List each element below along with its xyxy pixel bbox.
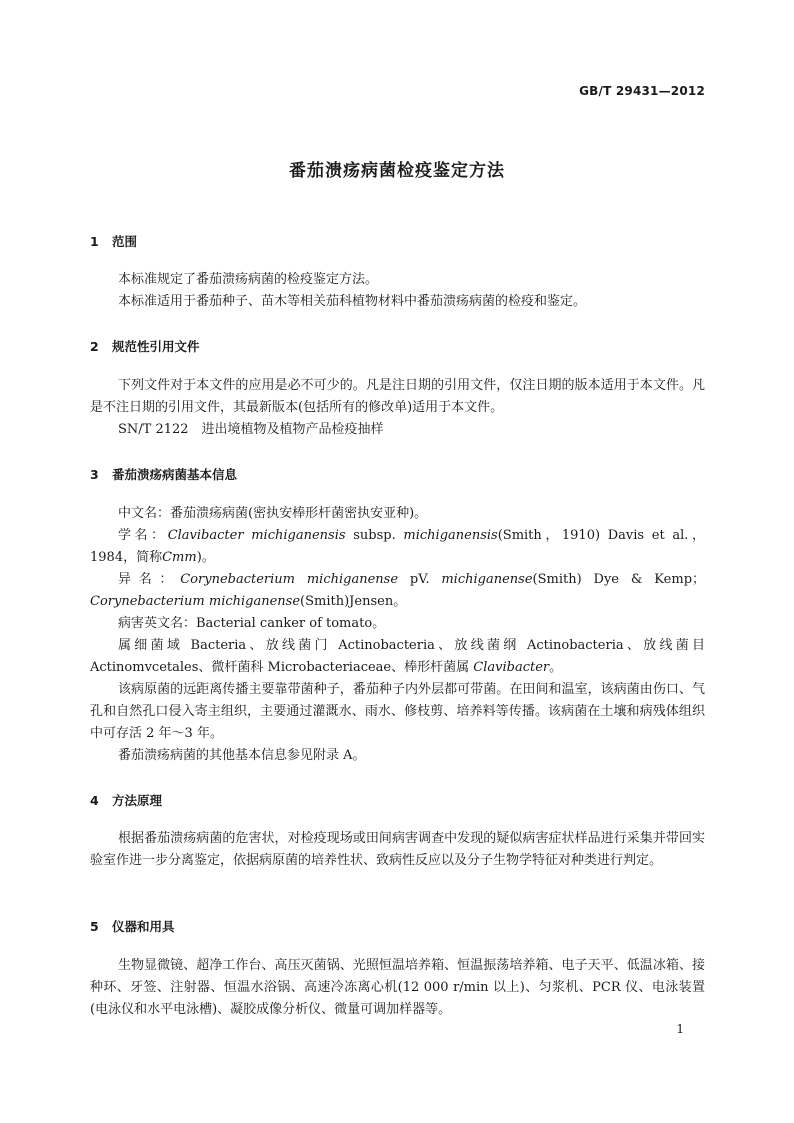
section-title: 番茄溃疡病菌基本信息 xyxy=(112,467,238,482)
section-title: 仪器和用具 xyxy=(112,919,175,934)
italic-text: Corynebacterium michiganense xyxy=(90,594,301,609)
section-title: 方法原理 xyxy=(112,793,163,808)
page-title: 番茄溃疡病菌检疫鉴定方法 xyxy=(289,161,505,181)
text: 异名： xyxy=(118,572,181,587)
standard-code: GB/T 29431—2012 xyxy=(579,84,705,98)
paragraph: 本标准规定了番茄溃疡病菌的检疫鉴定方法。 xyxy=(118,272,379,287)
paragraph-appendix: 番茄溃疡病菌的其他基本信息参见附录 A。 xyxy=(118,748,366,763)
section-heading-2 xyxy=(90,337,200,355)
section-number: 1 xyxy=(90,234,99,249)
text: 学名： xyxy=(118,528,168,543)
italic-text: michiganensis xyxy=(403,528,498,543)
paragraph: 根据番茄溃疡病菌的危害状，对检疫现场或田间病害调查中发现的疑似病害症状样品进行采集并带回实验室作进一步分离鉴定，依据病原菌的培养性状、致病性反应以及分子生物学特征对种类进行判定。 xyxy=(90,831,705,868)
paragraph-scientific-name xyxy=(90,525,705,569)
text: )。 xyxy=(196,550,215,565)
paragraph: SN/T 2122 进出境植物及植物产品检疫抽样 xyxy=(118,422,384,437)
paragraph-synonym xyxy=(90,569,705,613)
page-number: 1 xyxy=(676,1022,684,1036)
section-number: 4 xyxy=(90,793,99,808)
section-heading-1 xyxy=(90,232,137,250)
text: 。 xyxy=(549,660,563,675)
text: pV. xyxy=(398,572,442,587)
italic-text: Corynebacterium michiganense xyxy=(180,572,399,587)
paragraph: 下列文件对于本文件的应用是必不可少的。凡是注日期的引用文件，仅注日期的版本适用于本文件。凡是不注日期的引用文件，其最新版本(包括所有的修改单)适用于本文件。 xyxy=(90,378,705,415)
text: 属细菌域 Bacteria、放线菌门 Actinobacteria、放线菌纲 Actinobacteria、放线菌目 Actinomvcetales、微杆菌科 Microbacteriaceae、棒形杆菌属 xyxy=(90,638,705,675)
text: (Smith，1910) Davis et al.，1984，简称 xyxy=(90,528,705,565)
section-title: 范围 xyxy=(112,234,138,249)
text: subsp. xyxy=(345,528,404,543)
section-number: 3 xyxy=(90,467,99,482)
section-heading-4 xyxy=(90,791,162,809)
section-number: 2 xyxy=(90,339,99,354)
italic-text: michiganense xyxy=(441,572,533,587)
text: (Smith) Dye & Kemp； xyxy=(532,572,706,587)
section-number: 5 xyxy=(90,919,99,934)
paragraph-cn-name: 中文名：番茄溃疡病菌(密执安棒形杆菌密执安亚种)。 xyxy=(118,506,428,521)
section-heading-5 xyxy=(90,917,175,935)
paragraph-taxonomy xyxy=(90,635,705,679)
italic-text: Clavibacter michiganensis xyxy=(167,528,346,543)
paragraph: 生物显微镜、超净工作台、高压灭菌锅、光照恒温培养箱、恒温振荡培养箱、电子天平、低温冰箱、接种环、牙签、注射器、恒温水浴锅、高速冷冻离心机(12 000 r/min 以上)、匀浆机、PCR 仪、电泳装置(电泳仪和水平电泳槽)、凝胶成像分析仪、微量可调加样器等。 xyxy=(90,958,705,1017)
text: (Smith)Jensen。 xyxy=(300,594,407,609)
paragraph: 本标准适用于番茄种子、苗木等相关茄科植物材料中番茄溃疡病菌的检疫和鉴定。 xyxy=(118,294,587,309)
italic-text: Cmm xyxy=(162,550,197,565)
section-title: 规范性引用文件 xyxy=(112,339,200,354)
paragraph-english-name: 病害英文名：Bacterial canker of tomato。 xyxy=(118,616,386,631)
italic-text: Clavibacter xyxy=(473,660,550,675)
section-heading-3 xyxy=(90,465,237,483)
paragraph-spread: 该病原菌的远距离传播主要靠带菌种子，番茄种子内外层都可带菌。在田间和温室，该病菌由伤口、气孔和自然孔口侵入寄主组织，主要通过灌溉水、雨水、修枝剪、培养料等传播。该病菌在土壤和病残体组织中可存活 2 年～3 年。 xyxy=(90,682,705,741)
